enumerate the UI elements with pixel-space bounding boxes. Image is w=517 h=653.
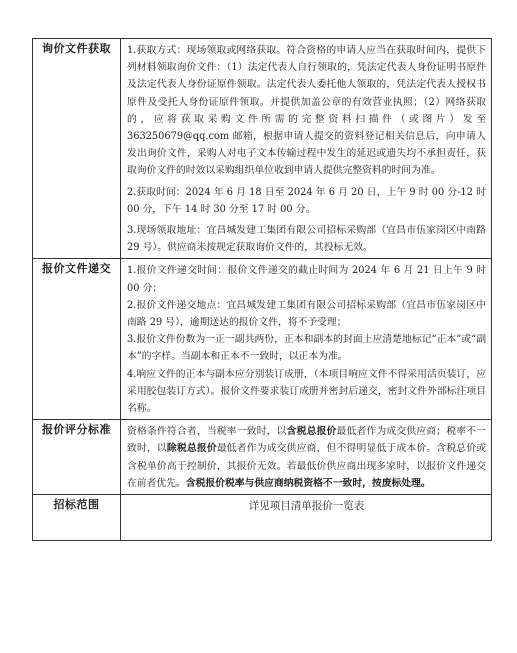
scoring-text-1: 资格条件符合者，当税率一致时，以 [127,426,287,438]
inquiry-address-paragraph: 3.现场领取地址：宜昌城发建工集团有限公司招标采购部（宜昌市伍家岗区中南路 29 号）。供应商未按规定获取询价文件的，其投标无效。 [127,225,486,254]
row-content-submission [121,259,492,420]
row-content-scoring [121,420,492,495]
table-row-inquiry [33,39,492,259]
table-row-scope [33,495,492,541]
scoring-text-3: 最低者作为成交供应商，但不得明显低于成本价。含税总价或含税单价高于控制价，其报价无效。若最低价供应商出现多家时，以报价文件递交在前者优先。 [127,443,487,489]
row-content-inquiry [121,39,492,259]
scoring-paragraph [127,423,486,492]
submission-binding-paragraph: 4.响应文件的正本与副本应分别装订成册，（本项目响应文件不得采用活页装订，应采用胶包装订方式）。报价文件要求装订成册并密封后递交，密封文件外部标注项目名称。 [127,368,486,415]
inquiry-time-paragraph: 2.获取时间：2024 年 6 月 18 日至 2024 年 6 月 20 日，上午 9 时 00 分-12 时 00 分，下午 14 时 30 分至 17 时 00 分。 [127,186,486,215]
inquiry-method-paragraph: 1.获取方式：现场领取或网络获取。符合资格的申请人应当在获取时间内，提供下列材料领取询价文件：（1）法定代表人自行领取的，凭法定代表人身份证明书原件及法定代表人身份证原件领取。法定代表人委托他人领取的，凭法定代表人授权书原件及受托人身份证原件领取。并提供加盖公章的有效营业执照；（2）网络获取的，应将获取采购文件所需的完整资料扫描件（或图片）发至 363250679@qq.com 邮箱，根据申请人提交的资料登记相关信息后，向申请人发出询价文件，采购人对电子文本传输过程中发生的延迟或遗失均不承担责任，获取询价文件的时效以采购组织单位收到申请人提供完整资料的时间为准。 [127,45,486,177]
scoring-bold-tax-exclusive: 除税总报价 [166,443,217,455]
row-label-scoring: 报价评分标准 [33,420,121,495]
table-row-scoring [33,420,492,495]
scoring-bold-rule: 含税报价税率与供应商纳税资格不一致时，按废标处理。 [185,477,431,489]
table-row-submission [33,259,492,420]
scoring-bold-tax-inclusive: 含税总报价 [286,426,337,438]
submission-copies-paragraph: 3.报价文件份数为一正一副共两份，正本和副本的封面上应清楚地标记“正本”或“副本”的字样。当副本和正本不一致时，以正本为准。 [127,334,486,363]
submission-place-paragraph: 2.报价文件递交地点：宜昌城发建工集团有限公司招标采购部（宜昌市伍家岗区中南路 29 号），逾期送达的报价文件，将不予受理； [127,299,486,329]
row-label-submission: 报价文件递交 [33,259,121,420]
row-label-inquiry: 询价文件获取 [33,39,121,259]
scoring-text-2: 最低者作为成交供应商；税率不一致时，以 [127,426,487,455]
row-label-scope: 招标范围 [33,495,121,541]
procurement-info-table [32,38,492,541]
submission-time-paragraph: 1.报价文件递交时间：报价文件递交的截止时间为 2024 年 6 月 21 日上午 9 时 00 分； [127,265,486,294]
row-content-scope: 详见项目清单报价一览表 [121,495,492,541]
